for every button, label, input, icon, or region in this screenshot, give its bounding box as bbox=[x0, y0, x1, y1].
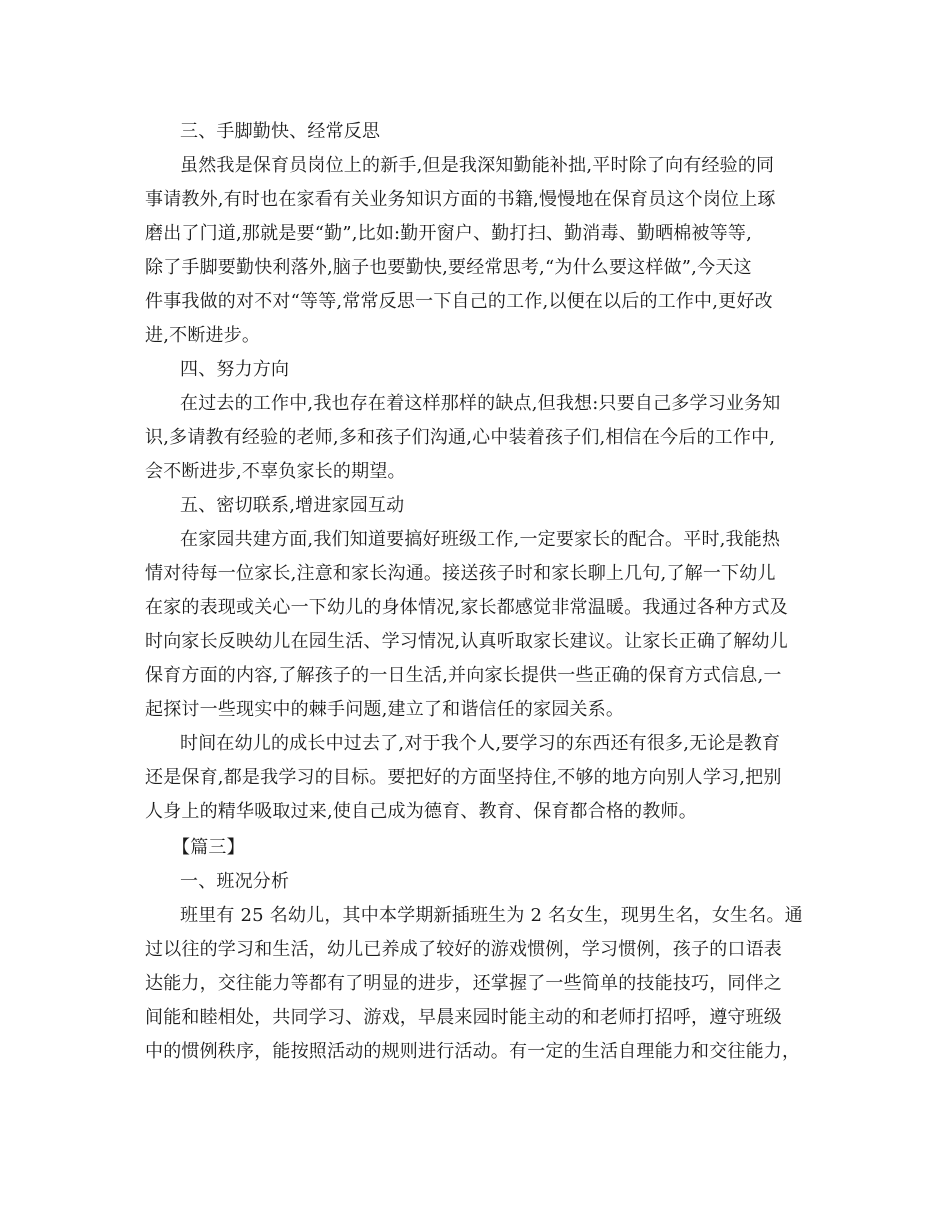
paragraph-line: 保育方面的内容,了解孩子的一日生活,并向家长提供一些正确的保育方式信息,一 bbox=[145, 665, 782, 686]
paragraph-line: 情对待每一位家长,注意和家长沟通。接送孩子时和家长聊上几句,了解一下幼儿 bbox=[145, 563, 776, 584]
paragraph-line: 除了手脚要勤快利落外,脑子也要勤快,要经常思考,“为什么要这样做”,今天这 bbox=[145, 257, 752, 278]
chapter-heading: 【篇三】 bbox=[172, 837, 245, 858]
paragraph-line: 在家园共建方面,我们知道要搞好班级工作,一定要家长的配合。平时,我能热 bbox=[180, 529, 781, 550]
section-heading: 一、班况分析 bbox=[180, 871, 290, 892]
paragraph-line: 虽然我是保育员岗位上的新手,但是我深知勤能补拙,平时除了向有经验的同 bbox=[180, 155, 775, 176]
paragraph-line: 达能力，交往能力等都有了明显的进步，还掌握了一些简单的技能技巧，同伴之 bbox=[145, 973, 782, 994]
paragraph-line: 会不断进步,不辜负家长的期望。 bbox=[145, 461, 406, 482]
section-heading: 五、密切联系,增进家园互动 bbox=[180, 495, 405, 516]
section-heading: 三、手脚勤快、经常反思 bbox=[180, 121, 381, 142]
paragraph-line: 过以往的学习和生活，幼儿已养成了较好的游戏惯例，学习惯例，孩子的口语表 bbox=[145, 939, 782, 960]
paragraph-line: 班里有 25 名幼儿，其中本学期新插班生为 2 名女生，现男生名，女生名。通 bbox=[180, 905, 803, 926]
section-heading: 四、努力方向 bbox=[180, 359, 290, 380]
paragraph-line: 识,多请教有经验的老师,多和孩子们沟通,心中装着孩子们,相信在今后的工作中, bbox=[145, 427, 776, 448]
paragraph-line: 时向家长反映幼儿在园生活、学习情况,认真听取家长建议。让家长正确了解幼儿 bbox=[145, 631, 788, 652]
paragraph-line: 事请教外,有时也在家看有关业务知识方面的书籍,慢慢地在保育员这个岗位上琢 bbox=[145, 189, 776, 210]
paragraph-line: 磨出了门道,那就是要“勤”,比如:勤开窗户、勤打扫、勤消毒、勤晒棉被等等, bbox=[145, 223, 753, 244]
paragraph-line: 间能和睦相处，共同学习、游戏，早晨来园时能主动的和老师打招呼，遵守班级 bbox=[145, 1007, 782, 1028]
paragraph-line: 进,不断进步。 bbox=[145, 325, 261, 346]
paragraph-line: 人身上的精华吸取过来,使自己成为德育、教育、保育都合格的教师。 bbox=[145, 801, 697, 822]
paragraph-line: 时间在幼儿的成长中过去了,对于我个人,要学习的东西还有很多,无论是教育 bbox=[180, 733, 781, 754]
paragraph-line: 中的惯例秩序，能按照活动的规则进行活动。有一定的生活自理能力和交往能力， bbox=[145, 1041, 801, 1062]
paragraph-line: 起探讨一些现实中的棘手问题,建立了和谐信任的家园关系。 bbox=[145, 699, 625, 720]
paragraph-line: 在过去的工作中,我也存在着这样那样的缺点,但我想:只要自己多学习业务知 bbox=[180, 393, 781, 414]
paragraph-line: 还是保育,都是我学习的目标。要把好的方面坚持住,不够的地方向别人学习,把别 bbox=[145, 767, 782, 788]
paragraph-line: 件事我做的对不对“等等,常常反思一下自己的工作,以便在以后的工作中,更好改 bbox=[145, 291, 773, 312]
paragraph-line: 在家的表现或关心一下幼儿的身体情况,家长都感觉非常温暖。我通过各种方式及 bbox=[145, 597, 788, 618]
